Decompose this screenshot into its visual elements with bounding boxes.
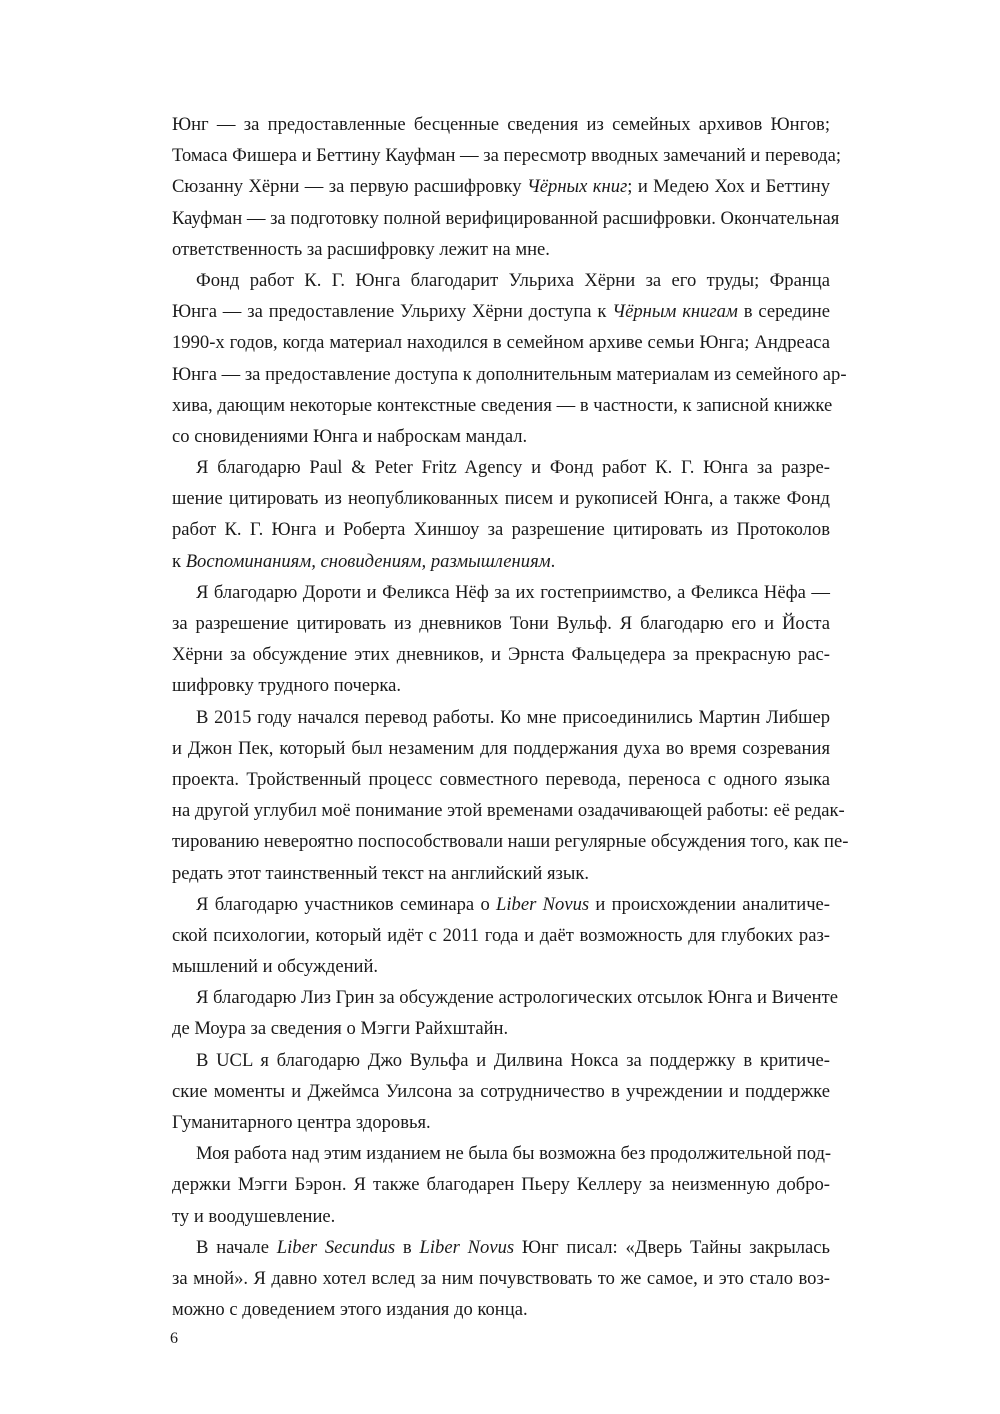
text-segment: держки Мэгги Бэрон. Я также благодарен Пьеру Келлеру за неизменную добро- — [172, 1174, 830, 1196]
text-segment: ские моменты и Джеймса Уилсона за сотрудничество в учреждении и поддержке — [172, 1080, 830, 1102]
text-segment: со сновидениями Юнга и наброскам мандал. — [172, 425, 528, 447]
text-segment: Юнга — за предоставление Ульриху Хёрни доступа к — [172, 301, 613, 323]
text-line — [172, 234, 830, 265]
paragraph — [172, 1045, 830, 1139]
document-body — [172, 109, 849, 1325]
text-segment: и Джон Пек, который был незаменим для поддержания духа во время созревания — [172, 737, 830, 759]
text-segment: за разрешение цитировать из дневников Тони Вульф. Я благодарю его и Йоста — [172, 613, 830, 634]
text-segment: в середине — [737, 301, 830, 323]
italic-title: Liber Novus — [496, 893, 590, 915]
text-line — [172, 577, 830, 608]
text-segment: Гуманитарного центра здоровья. — [172, 1112, 431, 1133]
text-segment: 1990-х годов, когда материал находился в семейном архиве семьи Юнга; Андреаса — [172, 332, 830, 354]
text-line — [172, 1294, 830, 1325]
paragraph — [172, 577, 830, 702]
text-segment: Кауфман — за подготовку полной верифицированной расшифровки. Окончательная — [172, 207, 840, 229]
text-line — [172, 982, 838, 1013]
text-segment: ; и Медею Хох и Беттину — [627, 176, 830, 198]
text-segment: Томаса Фишера и Беттину Кауфман — за пересмотр вводных замечаний и перевода; — [172, 145, 842, 167]
text-segment: и происхождении аналитиче- — [589, 893, 830, 915]
text-segment: Фонд работ К. Г. Юнга благодарит Ульриха Хёрни за его труды; Франца — [196, 269, 830, 291]
text-line — [172, 203, 840, 234]
text-segment: ответственность за расшифровку лежит на мне. — [172, 238, 550, 260]
text-line — [172, 296, 830, 327]
paragraph — [172, 982, 838, 1044]
italic-title: Liber Secundus — [276, 1236, 396, 1258]
text-segment: хива, дающим некоторые контекстные сведения — в частности, к записной книжке — [172, 394, 833, 416]
italic-title: Чёрных книг — [526, 176, 628, 198]
text-line — [172, 1232, 830, 1263]
text-line — [172, 171, 830, 202]
text-line — [172, 826, 849, 857]
text-segment: . — [550, 550, 556, 572]
text-line — [172, 1045, 830, 1076]
text-line — [172, 1201, 830, 1232]
text-segment: ской психологии, который идёт с 2011 года и даёт возможность для глубоких раз- — [172, 924, 830, 946]
text-line — [172, 795, 845, 826]
text-line — [172, 1169, 830, 1200]
text-line — [172, 109, 830, 140]
text-segment: ту и воодушевление. — [172, 1205, 336, 1227]
text-segment: В 2015 году начался перевод работы. Ко мне присоединились Мартин Либшер — [196, 706, 830, 728]
paragraph — [172, 889, 830, 983]
text-line — [172, 452, 830, 483]
paragraph — [172, 265, 847, 452]
text-segment: мышлений и обсуждений. — [172, 956, 379, 978]
text-line — [172, 951, 830, 982]
text-segment: к — [172, 550, 186, 572]
paragraph — [172, 702, 849, 889]
text-line — [172, 359, 847, 390]
text-line — [172, 1107, 830, 1138]
text-line — [172, 858, 830, 889]
text-segment: за мной». Я давно хотел вслед за ним почувствовать то же самое, и это стало воз- — [172, 1267, 830, 1289]
paragraph — [172, 1232, 830, 1326]
text-segment: Хёрни за обсуждение этих дневников, и Эрнста Фальцедера за прекрасную рас- — [172, 644, 830, 666]
text-segment: шифровку трудного почерка. — [172, 675, 402, 697]
paragraph — [172, 452, 830, 577]
text-line — [172, 889, 830, 920]
text-segment: Я благодарю Paul & Peter Fritz Agency и Фонд работ К. Г. Юнга за разре- — [196, 457, 830, 479]
text-line — [172, 608, 830, 639]
text-line — [172, 140, 842, 171]
text-segment: Я благодарю Дороти и Феликса Нёф за их гостеприимство, а Феликса Нёфа — — [196, 581, 830, 603]
text-segment: тированию невероятно поспособствовали наши регулярные обсуждения того, как пе- — [172, 831, 849, 853]
text-segment: шение цитировать из неопубликованных писем и рукописей Юнга, а также Фонд — [172, 488, 830, 510]
text-segment: Сюзанну Хёрни — за первую расшифровку — [172, 176, 527, 198]
text-line — [172, 764, 830, 795]
text-line — [172, 670, 830, 701]
text-line — [172, 514, 830, 545]
text-line — [172, 546, 830, 577]
text-segment: Я благодарю участников семинара о — [196, 893, 497, 915]
text-line — [172, 421, 830, 452]
text-line — [172, 1263, 830, 1294]
text-line — [172, 1076, 830, 1107]
text-segment: Я благодарю Лиз Грин за обсуждение астрологических отсылок Юнга и Виченте — [196, 987, 838, 1009]
text-segment: В начале — [196, 1236, 277, 1258]
text-line — [172, 390, 833, 421]
text-segment: редать этот таинственный текст на английский язык. — [172, 862, 590, 884]
text-line — [172, 483, 830, 514]
text-segment: де Моура за сведения о Мэгги Райхштайн. — [172, 1018, 509, 1040]
text-line — [172, 1013, 830, 1044]
text-line — [172, 265, 830, 296]
text-line — [172, 702, 830, 733]
text-segment: Моя работа над этим изданием не была бы возможна без продолжительной под- — [196, 1143, 832, 1165]
text-segment: Юнг писал: «Дверь Тайны закрылась — [514, 1236, 830, 1258]
text-segment: можно с доведением этого издания до конца. — [172, 1299, 528, 1321]
text-segment: работ К. Г. Юнга и Роберта Хиншоу за разрешение цитировать из Протоколов — [172, 519, 830, 541]
text-segment: в — [395, 1236, 420, 1258]
text-line — [172, 733, 830, 764]
italic-title: Liber Novus — [419, 1236, 515, 1258]
paragraph — [172, 109, 842, 265]
text-segment: Юнг — за предоставленные бесценные сведения из семейных архивов Юнгов; — [172, 114, 830, 135]
text-segment: на другой углубил моё понимание этой временами озадачивающей работы: её редак- — [172, 800, 845, 822]
text-line — [172, 1138, 830, 1169]
text-segment: В UCL я благодарю Джо Вульфа и Дилвина Нокса за поддержку в критиче- — [196, 1049, 830, 1071]
text-line — [172, 639, 830, 670]
paragraph — [172, 1138, 830, 1232]
italic-title: Воспоминаниям, сновидениям, размышлениям — [185, 550, 551, 572]
text-segment: проекта. Тройственный процесс совместного перевода, переноса с одного языка — [172, 768, 830, 790]
text-line — [172, 327, 830, 358]
italic-title: Чёрным книгам — [612, 301, 738, 323]
text-segment: Юнга — за предоставление доступа к дополнительным материалам из семейного ар- — [172, 363, 847, 385]
page-number: 6 — [170, 1330, 178, 1347]
text-line — [172, 920, 830, 951]
